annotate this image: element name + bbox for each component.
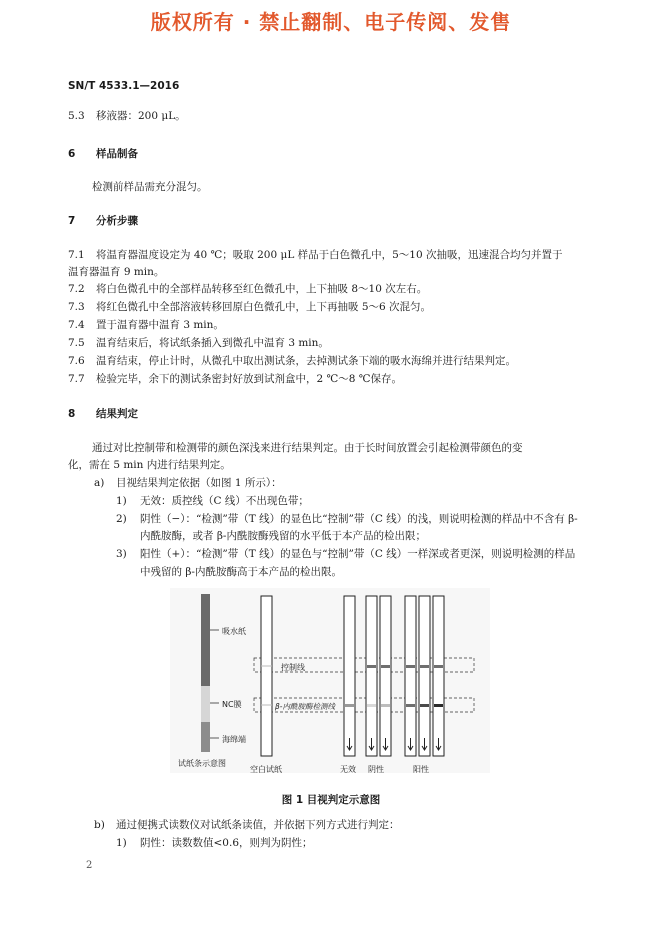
item-a-2-continued: 内酰胺酶，或者 β-内酰胺酶残留的水平低于本产品的检出限； <box>140 530 426 542</box>
section-number: 8 <box>68 408 76 420</box>
absorbent-pad <box>201 594 210 686</box>
clause-text: 置于温育器中温育 3 min。 <box>96 319 224 331</box>
item-a-3 <box>116 546 575 562</box>
item-label: b) <box>94 819 105 831</box>
item-a-1 <box>116 493 309 509</box>
clause-number: 5.3 <box>68 110 85 122</box>
test-band <box>406 704 415 707</box>
item-a-2 <box>116 511 578 527</box>
item-label: a) <box>94 477 105 489</box>
item-label: 3) <box>116 548 127 560</box>
item-label: 1) <box>116 495 127 507</box>
clause-7-7 <box>68 371 402 387</box>
strip-outline <box>366 596 377 756</box>
section-8-heading <box>68 406 138 421</box>
nc-membrane <box>201 686 210 722</box>
item-label: 2) <box>116 513 127 525</box>
sponge-end <box>201 722 210 752</box>
positive-strips <box>405 596 444 773</box>
label-test-line: β-内酰胺酶检测线 <box>275 702 335 711</box>
item-label: 1) <box>116 837 127 849</box>
clause-number: 7.2 <box>68 283 85 295</box>
control-band <box>420 665 429 668</box>
item-a <box>94 475 282 491</box>
strip-outline <box>261 596 272 756</box>
clause-text: 将白色微孔中的全部样品转移至红色微孔中，上下抽吸 8～10 次左右。 <box>96 283 428 295</box>
test-band <box>367 704 376 707</box>
test-band <box>345 704 354 707</box>
item-text: 阴性（−）：“检测”带（T 线）的显色比“控制”带（C 线）的浅，则说明检测的样品中不含有 β- <box>140 513 578 525</box>
figure-caption: 图 1 目视判定示意图 <box>281 794 381 806</box>
item-text: 阳性（+）：“检测”带（T 线）的显色与“控制”带（C 线）一样深或者更深，则说明检测的样品 <box>140 548 576 560</box>
item-text: 无效：质控线（C 线）不出现色带； <box>140 495 309 507</box>
clause-number: 7.4 <box>68 319 85 331</box>
section-number: 6 <box>68 148 76 160</box>
caption-invalid: 无效 <box>340 765 356 773</box>
item-b <box>94 817 400 833</box>
label-absorb: 吸水纸 <box>222 627 246 636</box>
clause-number: 7.7 <box>68 373 85 385</box>
clause-7-3 <box>68 299 431 315</box>
standard-number: SN/T 4533.1—2016 <box>68 80 180 92</box>
clause-5-3 <box>68 108 186 124</box>
section-title: 结果判定 <box>96 408 138 420</box>
label-nc: NC膜 <box>222 700 242 709</box>
test-band <box>420 704 429 707</box>
copyright-banner: 版权所有 · 禁止翻制、电子传阅、发售 <box>150 10 512 34</box>
caption-blank: 空白试纸 <box>250 765 282 773</box>
clause-text: 温育结束，停止计时，从微孔中取出测试条，去掉测试条下端的吸水海绵并进行结果判定。 <box>96 355 516 367</box>
clause-number: 7.1 <box>68 249 85 261</box>
strip-outline <box>405 596 416 756</box>
clause-number: 7.5 <box>68 337 85 349</box>
strip-outline <box>433 596 444 756</box>
clause-7-5 <box>68 335 329 351</box>
section-6-paragraph: 检测前样品需充分混匀。 <box>92 181 208 193</box>
clause-text: 移液器：200 μL。 <box>96 110 186 122</box>
caption-strip: 试纸条示意图 <box>178 759 226 768</box>
section-8-paragraph: 通过对比控制带和检测带的颜色深浅来进行结果判定。由于长时间放置会引起检测带颜色的变 <box>92 442 523 454</box>
control-band <box>406 665 415 668</box>
clause-7-2 <box>68 281 427 297</box>
section-title: 分析步骤 <box>96 215 138 227</box>
section-8-paragraph-continued: 化，需在 5 min 内进行结果判定。 <box>68 459 231 471</box>
clause-7-1 <box>68 247 563 263</box>
control-band <box>367 665 376 668</box>
label-sponge: 海绵端 <box>222 735 246 744</box>
item-b-1 <box>116 835 313 851</box>
clause-7-6 <box>68 353 516 369</box>
control-band <box>381 665 390 668</box>
strip-outline <box>344 596 355 756</box>
strip-outline <box>380 596 391 756</box>
caption-negative: 阴性 <box>368 765 384 773</box>
item-text: 通过便携式读数仪对试纸条读值，并依据下列方式进行判定： <box>116 819 400 831</box>
clause-text: 将红色微孔中全部溶液转移回原白色微孔中，上下再抽吸 5～6 次混匀。 <box>96 301 432 313</box>
section-6-heading <box>68 146 138 161</box>
clause-text: 检验完毕，余下的测试条密封好放到试剂盒中，2 ℃～8 ℃保存。 <box>96 373 403 385</box>
section-7-heading <box>68 213 138 228</box>
item-text: 目视结果判定依据（如图 1 所示）： <box>116 477 282 489</box>
clause-number: 7.3 <box>68 301 85 313</box>
caption-positive: 阳性 <box>413 765 429 773</box>
clause-7-1-continued: 温育器温育 9 min。 <box>68 266 165 278</box>
label-control-line: 控制线 <box>281 663 305 672</box>
item-text: 阴性：读数数值<0.6，则判为阴性； <box>140 837 313 849</box>
strip-outline <box>419 596 430 756</box>
item-a-3-continued: 中残留的 β-内酰胺酶高于本产品的检出限。 <box>140 566 342 578</box>
clause-number: 7.6 <box>68 355 85 367</box>
control-band <box>434 665 443 668</box>
figure-1-diagram <box>170 588 490 773</box>
section-title: 样品制备 <box>96 148 138 160</box>
clause-text: 温育结束后，将试纸条插入到微孔中温育 3 min。 <box>96 337 329 349</box>
clause-text: 将温育器温度设定为 40 ℃；吸取 200 μL 样品于白色微孔中，5～10 次抽吸，迅速混合均匀并置于 <box>96 249 563 261</box>
section-number: 7 <box>68 215 76 227</box>
page-number: 2 <box>86 860 93 871</box>
test-band <box>381 704 390 707</box>
test-band <box>434 704 443 707</box>
clause-7-4 <box>68 317 224 333</box>
